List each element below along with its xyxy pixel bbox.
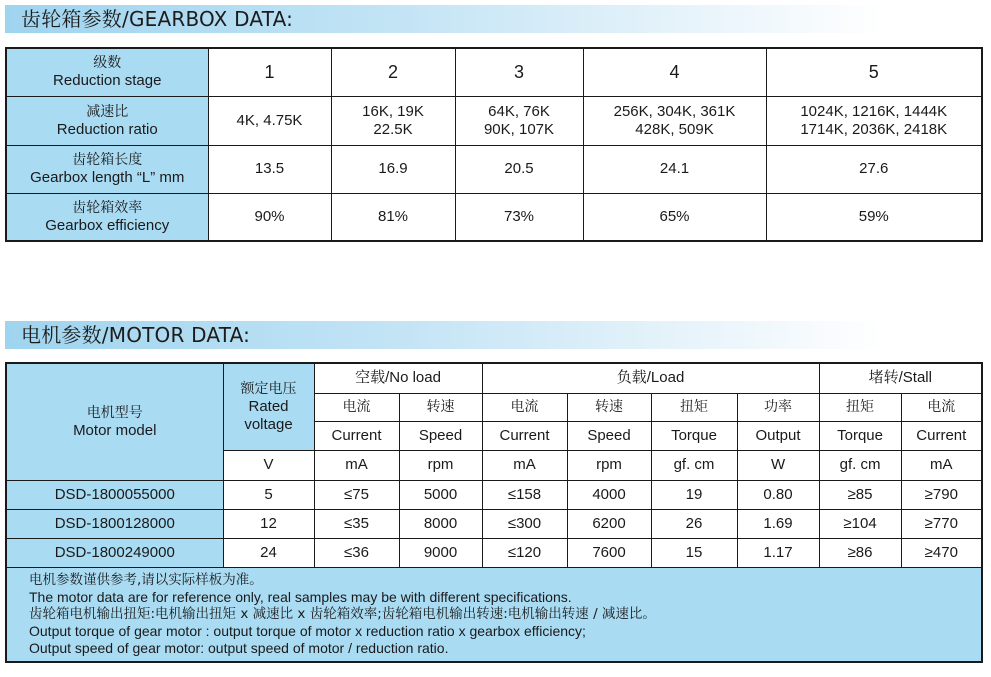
motor-row — [6, 480, 982, 509]
subcol-cn-label: 电流 — [314, 393, 399, 421]
gearbox-cell — [455, 48, 583, 96]
gearbox-row-label-en: Gearbox length “L” mm — [30, 169, 185, 186]
motor-value-cell: 8000 — [399, 509, 482, 538]
subcol-en-label: Speed — [399, 421, 482, 450]
subcol-cn-label: 转速 — [567, 393, 651, 421]
gearbox-row-label-cn: 减速比 — [86, 103, 129, 120]
gearbox-cell — [583, 96, 766, 145]
subcol-en-label: Current — [482, 421, 567, 450]
motor-value-cell: ≥104 — [819, 509, 901, 538]
motor-value-cell: 6200 — [567, 509, 651, 538]
motor-value-cell: ≤35 — [314, 509, 399, 538]
voltage-unit-cell: V — [223, 450, 314, 480]
gearbox-cell-line: 1024K, 1216K, 1444K — [800, 102, 948, 120]
subcol-cn-label: 电流 — [901, 393, 982, 421]
note-line: 电机参数谨供参考,请以实际样板为准。 — [29, 571, 263, 588]
motor-value-cell: 26 — [651, 509, 737, 538]
gearbox-cell — [766, 96, 982, 145]
gearbox-cell-line: 1 — [264, 62, 275, 83]
subcol-en-label: Torque — [819, 421, 901, 450]
gearbox-cell — [766, 48, 982, 96]
gearbox-cell-line: 90% — [254, 207, 285, 225]
subcol-en-label: Current — [901, 421, 982, 450]
gearbox-cell-line: 16.9 — [378, 160, 408, 177]
motor-value-cell: 0.80 — [737, 480, 819, 509]
subcol-cn-label: 扭矩 — [819, 393, 901, 421]
gearbox-row-label-en: Reduction stage — [53, 72, 162, 90]
subcol-unit: gf. cm — [651, 450, 737, 480]
gearbox-cell-line: 428K, 509K — [635, 120, 714, 138]
motor-row — [6, 538, 982, 567]
gearbox-cell — [583, 193, 766, 241]
motor-model-header-cn: 电机型号 — [86, 404, 143, 421]
gearbox-cell-line: 1714K, 2036K, 2418K — [800, 120, 948, 138]
motor-value-cell: ≥470 — [901, 538, 982, 567]
gearbox-cell-line: 5 — [868, 62, 879, 83]
motor-value-cell: 1.69 — [737, 509, 819, 538]
motor-value-cell: 1.17 — [737, 538, 819, 567]
motor-data-table — [5, 362, 983, 663]
motor-model-header-en: Motor model — [73, 421, 157, 439]
gearbox-cell-line: 2 — [387, 62, 398, 83]
gearbox-cell — [766, 193, 982, 241]
gearbox-cell-line: 13.5 — [254, 160, 285, 177]
motor-value-cell: 4000 — [567, 480, 651, 509]
gearbox-cell-line: 4 — [669, 62, 680, 83]
gearbox-row — [6, 48, 982, 96]
gearbox-row-header — [6, 48, 208, 96]
gearbox-cell — [455, 96, 583, 145]
motor-value-cell: ≥85 — [819, 480, 901, 509]
subcol-en-label: Output — [737, 421, 819, 450]
gearbox-cell-line: 27.6 — [859, 160, 889, 177]
gearbox-row — [6, 96, 982, 145]
stall-group-header: 堵转/Stall — [819, 363, 982, 393]
note-line: Output speed of gear motor: output speed of motor / reduction ratio. — [29, 639, 449, 656]
motor-value-cell: ≥770 — [901, 509, 982, 538]
gearbox-row-header — [6, 193, 208, 241]
gearbox-cell — [455, 193, 583, 241]
motor-value-cell: ≥86 — [819, 538, 901, 567]
motor-voltage-cell: 5 — [223, 480, 314, 509]
gearbox-row — [6, 193, 982, 241]
gearbox-data-table — [5, 47, 983, 242]
subcol-cn-label: 功率 — [737, 393, 819, 421]
subcol-cn-label: 电流 — [482, 393, 567, 421]
gearbox-row — [6, 145, 982, 193]
motor-row — [6, 509, 982, 538]
subcol-en-label: Torque — [651, 421, 737, 450]
gearbox-row-label-en: Reduction ratio — [56, 120, 158, 138]
motor-notes — [6, 567, 982, 662]
gearbox-row-label-cn: 齿轮箱效率 — [72, 199, 143, 216]
rated-voltage-header-en2: voltage — [244, 415, 293, 433]
noload-group-header: 空载/No load — [314, 363, 482, 393]
motor-value-cell: 9000 — [399, 538, 482, 567]
motor-value-cell: 19 — [651, 480, 737, 509]
gearbox-row-label-cn: 齿轮箱长度 — [72, 152, 143, 168]
motor-value-cell: 15 — [651, 538, 737, 567]
subcol-unit: rpm — [399, 450, 482, 480]
motor-voltage-cell: 24 — [223, 538, 314, 567]
motor-model-cell: DSD-1800249000 — [6, 538, 223, 567]
subcol-cn-label: 扭矩 — [651, 393, 737, 421]
gearbox-section-heading: 齿轮箱参数/GEARBOX DATA: — [5, 5, 885, 33]
rated-voltage-header — [223, 363, 314, 450]
note-line: 齿轮箱电机输出扭矩:电机输出扭矩 x 减速比 x 齿轮箱效率;齿轮箱电机输出转速:电机输出转速 / 减速比。 — [29, 605, 656, 622]
gearbox-cell-line: 256K, 304K, 361K — [613, 102, 736, 120]
subcol-unit: mA — [901, 450, 982, 480]
motor-model-cell: DSD-1800128000 — [6, 509, 223, 538]
rated-voltage-header-en1: Rated — [248, 397, 289, 415]
motor-value-cell: ≤158 — [482, 480, 567, 509]
gearbox-cell-line: 24.1 — [659, 160, 690, 177]
motor-section-heading: 电机参数/MOTOR DATA: — [5, 321, 885, 349]
subcol-cn-label: 转速 — [399, 393, 482, 421]
gearbox-cell — [766, 145, 982, 193]
note-line: The motor data are for reference only, real samples may be with different specifications. — [29, 588, 572, 605]
subcol-en-label: Speed — [567, 421, 651, 450]
motor-value-cell: ≤120 — [482, 538, 567, 567]
motor-value-cell: ≤75 — [314, 480, 399, 509]
gearbox-cell-line: 16K, 19K — [362, 102, 424, 120]
gearbox-row-header — [6, 96, 208, 145]
subcol-unit: W — [737, 450, 819, 480]
gearbox-row-label-cn: 级数 — [93, 55, 122, 72]
gearbox-cell — [208, 145, 331, 193]
gearbox-cell — [208, 96, 331, 145]
gearbox-cell-line: 4K, 4.75K — [236, 111, 303, 129]
subcol-unit: mA — [482, 450, 567, 480]
subcol-unit: mA — [314, 450, 399, 480]
note-line: Output torque of gear motor : output torque of motor x reduction ratio x gearbox efficiency; — [29, 622, 586, 639]
gearbox-row-header — [6, 145, 208, 193]
gearbox-cell — [583, 145, 766, 193]
subcol-en-label: Current — [314, 421, 399, 450]
gearbox-cell-line: 22.5K — [373, 120, 413, 138]
motor-value-cell: 7600 — [567, 538, 651, 567]
motor-model-header — [6, 363, 223, 480]
gearbox-cell — [208, 48, 331, 96]
gearbox-cell — [331, 96, 455, 145]
rated-voltage-header-cn: 额定电压 — [240, 380, 297, 397]
gearbox-cell — [583, 48, 766, 96]
gearbox-cell — [208, 193, 331, 241]
gearbox-cell — [455, 145, 583, 193]
motor-value-cell: ≤36 — [314, 538, 399, 567]
motor-value-cell: ≤300 — [482, 509, 567, 538]
gearbox-cell-line: 81% — [377, 207, 409, 225]
gearbox-cell — [331, 193, 455, 241]
load-group-header: 负载/Load — [482, 363, 819, 393]
gearbox-cell-line: 73% — [503, 207, 535, 225]
gearbox-cell-line: 90K, 107K — [483, 120, 555, 138]
gearbox-cell-line: 3 — [513, 62, 524, 83]
gearbox-cell-line: 59% — [858, 207, 889, 225]
subcol-unit: rpm — [567, 450, 651, 480]
gearbox-cell — [331, 48, 455, 96]
gearbox-cell-line: 65% — [659, 207, 690, 225]
gearbox-cell-line: 64K, 76K — [488, 102, 550, 120]
motor-value-cell: ≥790 — [901, 480, 982, 509]
motor-model-cell: DSD-1800055000 — [6, 480, 223, 509]
motor-voltage-cell: 12 — [223, 509, 314, 538]
subcol-unit: gf. cm — [819, 450, 901, 480]
motor-value-cell: 5000 — [399, 480, 482, 509]
gearbox-cell-line: 20.5 — [504, 160, 534, 177]
gearbox-cell — [331, 145, 455, 193]
gearbox-row-label-en: Gearbox efficiency — [45, 216, 170, 234]
